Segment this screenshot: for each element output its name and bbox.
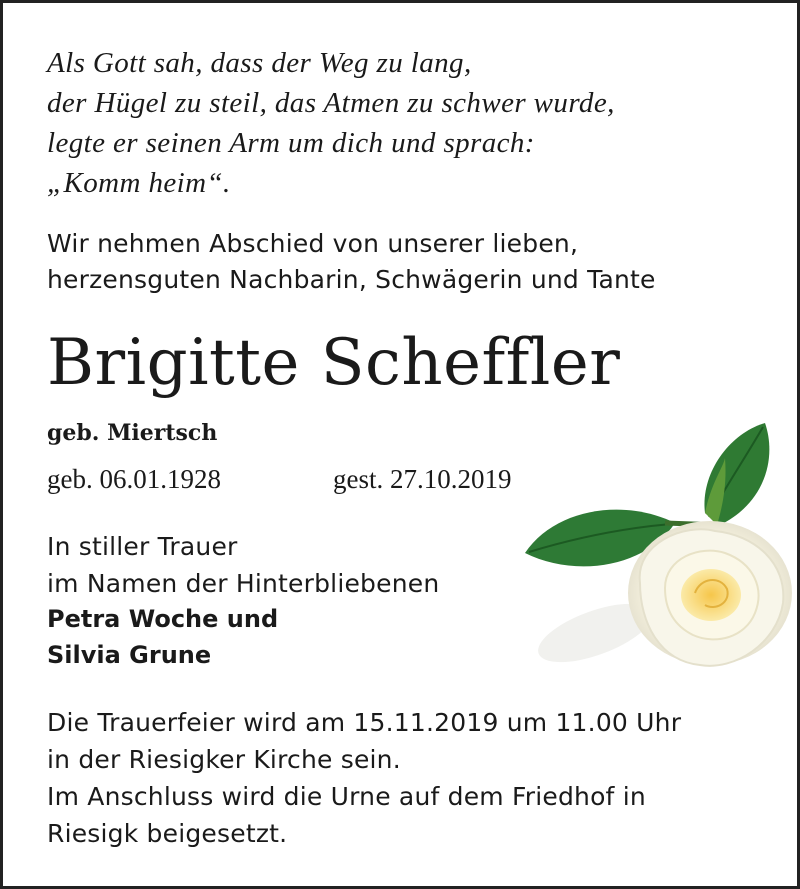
ceremony-line-2: in der Riesigker Kirche sein. [47, 745, 401, 774]
intro-line-2: herzensguten Nachbarin, Schwägerin und Tante [47, 265, 656, 294]
mourner-name-1: Petra Woche und [47, 605, 279, 633]
death-date: gest. 27.10.2019 [333, 464, 512, 494]
poem-line-4: „Komm heim“. [47, 167, 231, 199]
poem-line-1: Als Gott sah, dass der Weg zu lang, [47, 47, 472, 79]
poem-line-3: legte er seinen Arm um dich und sprach: [47, 127, 535, 159]
ceremony-line-4: Riesigk beigesetzt. [47, 819, 288, 848]
mourners-line-1: In stiller Trauer [47, 532, 238, 561]
mourners-line-2: im Namen der Hinterbliebenen [47, 569, 440, 598]
maiden-name: geb. Miertsch [47, 420, 218, 446]
intro-line-1: Wir nehmen Abschied von unserer lieben, [47, 229, 579, 258]
birth-date: geb. 06.01.1928 [47, 464, 221, 494]
poem-line-2: der Hügel zu steil, das Atmen zu schwer wurde, [47, 87, 615, 119]
ceremony-line-1: Die Trauerfeier wird am 15.11.2019 um 11.00 Uhr [47, 708, 682, 737]
mourner-name-2: Silvia Grune [47, 641, 212, 669]
white-rose-icon [515, 413, 795, 693]
deceased-name: Brigitte Scheffler [47, 326, 621, 400]
ceremony-line-3: Im Anschluss wird die Urne auf dem Friedhof in [47, 782, 646, 811]
